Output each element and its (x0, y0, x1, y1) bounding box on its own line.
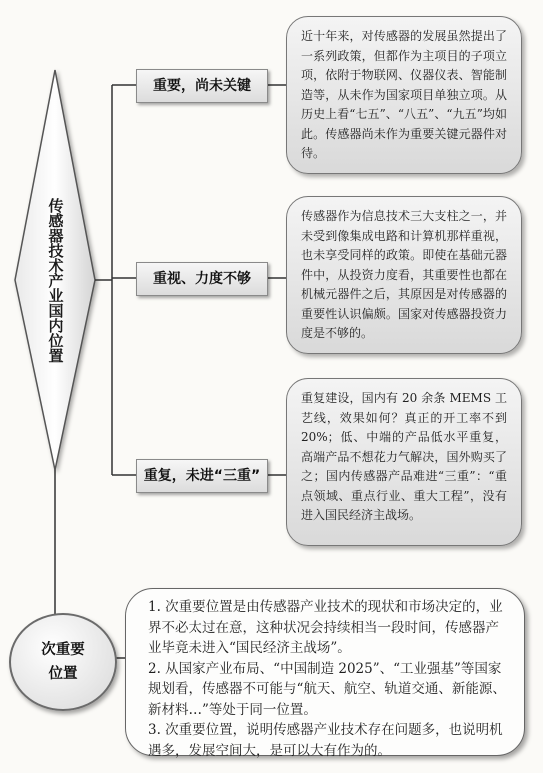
branch-text-important: 近十年来，对传感器的发展虽然提出了一系列政策，但都作为主项目的子项立项，依附于物联网、仪器仪表、智能制造等，从未作为国家项目单独立项。从历史上看“七五”、“八五”、“九五”均如此。传感器尚未作为重要关键元器件对待。 (301, 29, 507, 160)
secondary-label: 次重要位置 (41, 641, 85, 682)
branch-card-attention (286, 196, 522, 354)
branch-text-repeat: 重复建设，国内有 20 余条 MEMS 工艺线，效果如何？真正的开工率不到 20%；低、中端的产品低水平重复，高端产品不想花力气解决，国外购买了之；国内传感器产品难进“三重”：“重点领域、重点行业、重大工程”，没有进入国民经济主战场。 (301, 391, 507, 522)
branch-card-repeat (286, 378, 522, 546)
secondary-node (9, 613, 117, 711)
secondary-point: 2. 从国家产业布局、“中国制造 2025”、“工业强基”等国家规划看，传感器不可能与“航天、航空、轨道交通、新能源、新材料…”等处于同一位置。 (148, 660, 506, 718)
branch-label-attention: 重视、力度不够 (136, 262, 268, 296)
root-label: 传感器技术产业国内位置 (46, 197, 65, 363)
branch-text-attention: 传感器作为信息技术三大支柱之一，并未受到像集成电路和计算机那样重视，也未享受同样的政策。即使在基础元器件中，从投资力度看，其重要性也都在机械元器件之后，其原因是对传感器的重要性认识偏颇。国家对传感器投资力度是不够的。 (301, 209, 507, 340)
branch-card-important (286, 16, 522, 174)
branch-label-repeat: 重复，未进“三重” (136, 459, 268, 493)
branch-label-important: 重要，尚未关键 (136, 69, 268, 103)
secondary-point: 3. 次重要位置，说明传感器产业技术存在问题多，也说明机遇多，发展空间大，是可以大有作为的。 (148, 722, 503, 759)
secondary-point: 1. 次重要位置是由传感器产业技术的现状和市场决定的，业界不必太过在意，这种状况会持续相当一段时间，传感器产业毕竟未进入“国民经济主战场”。 (148, 599, 503, 656)
secondary-card (125, 588, 525, 759)
